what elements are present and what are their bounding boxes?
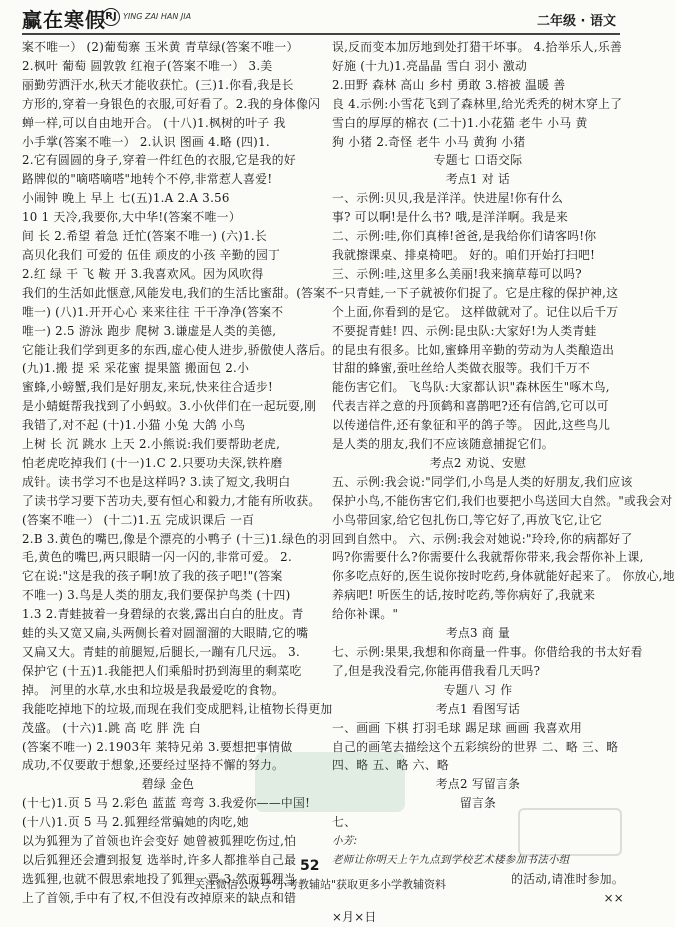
left-answer-line: 选狐狸,也就不假思索地投了狐狸一票 3.然而狐狸当 [22, 871, 296, 886]
left-answer-line: 是小蜻蜓帮我找到了小蚂蚁。3.小伙伴们在一起玩耍,刚 [22, 399, 317, 414]
right-answer-line: 小芳: [332, 835, 358, 848]
right-answer-line: 狗 小猪 2.奇怪 老牛 小马 黄狗 小猪 [332, 134, 526, 149]
left-answer-line: 2.枫叶 葡萄 圆敦敦 红袍子(答案不唯一） 3.美 [22, 58, 273, 73]
watermark-logo [518, 808, 622, 856]
left-answer-line: 蜜蜂,小螃蟹,我们是好朋友,来玩,快来往合适步! [22, 380, 274, 395]
left-answer-line: 小闹钟 晚上 早上 七(五)1.A 2.A 3.56 [22, 191, 230, 206]
right-answer-line: ×月×日 [332, 909, 377, 924]
right-answer-line: 一、画画 下棋 打羽毛球 踢足球 画画 我喜欢用 [332, 720, 583, 735]
right-answer-line: 了,但是我没看完,你能再借我看几天吗? [332, 663, 541, 678]
right-answer-line: 回到自然中。 六、示例:我会对她说:"玲玲,你的病都好了 [332, 531, 633, 546]
left-answer-line: 间 长 2.希望 着急 迁忙(答案不唯一) (六)1.长 [22, 229, 268, 244]
left-answer-line: 案不唯一） (2)葡萄寨 玉米黄 青草绿(答案不唯一） [22, 40, 299, 54]
right-answer-line: 七、 [332, 815, 357, 830]
left-answer-line: 又扁又大。青蛙的前腿短,后腿长,一蹦有几尺远。 3. [22, 645, 301, 659]
left-answer-line: 蝉一样,可以自由地开合。 (十八)1.枫树的叶子 我 [22, 115, 286, 130]
left-answer-line: 路牌似的"嘀嗒嘀嗒"地转个不停,非常惹人喜爱! [22, 172, 273, 187]
left-answer-line: 以为狐狸为了首领也许会变好 她曾被狐狸吃伤过,怕 [22, 834, 297, 849]
right-answer-line: 小鸟带回家,给它包扎伤口,等它好了,再放飞它,让它 [332, 512, 603, 527]
right-answer-line: 二、示例:哇,你们真棒!爸爸,是我给你们请客吗!你 [332, 229, 597, 244]
right-answer-line: 代表吉祥之意的丹顶鹤和喜鹊吧?还有信鸽,它可以可 [332, 399, 609, 414]
left-answer-line: 保护它 (十五)1.我能把人们乘船时扔到海里的剩菜吃 [22, 663, 302, 678]
left-answer-line: 它在说:"这是我的孩子啊!放了我的孩子吧!"(答案 [22, 569, 283, 584]
right-answer-line: 是人类的朋友,我们不应该随意捕捉它们。 [332, 437, 554, 452]
right-answer-line: 四、略 五、略 六、略 [332, 758, 449, 773]
right-answer-line: 老师让你明天上午九点到学校艺术楼参加书法小组 [332, 853, 570, 866]
right-answer-line: 事? 可以啊!是什么书? 哦,是洋洋啊。我是来 [332, 210, 569, 225]
left-answer-line: (答案不唯一) 2.1903年 莱特兄弟 3.要想把事情做 [22, 739, 293, 754]
header-rule [22, 33, 620, 35]
right-answer-line: 甘甜的蜂蜜,蚕吐丝给人类做衣服等。我们千万不 [332, 361, 591, 376]
left-answer-line: (答案不唯一） (十二)1.五 完成识课后 一百 [22, 512, 255, 527]
right-answer-line: 雪白的厚厚的棉衣 (二十)1.小花猫 老牛 小马 黄 [332, 115, 588, 130]
right-answer-line: 我就擦课桌、排桌椅吧。 好的。咱们开始打扫吧! [332, 247, 596, 262]
left-answer-line: 唯一) 2.5 游泳 跑步 爬树 3.谦虚是人类的美德, [22, 323, 277, 338]
left-answer-line: 高贝化我们 可爱的 伍佳 顽皮的小孩 辛勤的园丁 [22, 247, 281, 262]
right-answer-line: 五、示例:我会说:"同学们,小鸟是人类的好朋友,我们应该 [332, 474, 633, 489]
left-answer-line: 方形的,穿着一身银色的衣服,可好看了。2.我的身体像闪 [22, 96, 321, 111]
left-answer-line: 了读书学习要下苦功夫,要有恒心和毅力,才能有所收获。 [22, 493, 321, 508]
right-answer-line: 2.田野 森林 高山 乡村 勇敢 3.榕被 温暖 善 [332, 77, 566, 92]
right-answer-line: 你多吃点好的,医生说你按时吃药,身体就能好起来了。 你放心,地 [332, 569, 675, 584]
right-answer-line: 养病吧! 听医生的话,按时吃药,等你病好了,我就来 [332, 588, 596, 603]
right-answer-line: 考点2 劝说、安慰 [429, 455, 527, 470]
right-answer-line: 专题八 习 作 [443, 682, 513, 697]
left-answer-line: 我们的生活如此惬意,风能发电,我们的生活比蜜甜。(答案不 [22, 285, 338, 300]
left-answer-line: 成针。读书学习不也是这样吗? 3.读了短文,我明白 [22, 474, 291, 489]
page-header [0, 0, 640, 36]
page-number: 52 [300, 858, 320, 874]
left-answer-line: (十八)1.页 5 马 2.狐狸经常骗她的肉吃,她 [22, 815, 249, 830]
right-answer-line: 考点3 商 量 [445, 626, 511, 641]
book-title: 赢在寒假 [22, 8, 106, 32]
left-answer-line: 怕老虎吃掉我们 (十一)1.C 2.只要功夫深,铁杵磨 [22, 455, 283, 470]
right-answer-line: 的昆虫有很多。比如,蜜蜂用辛勤的劳动为人类酿造出 [332, 342, 615, 357]
right-answer-line: 一只青蛙,一下子就被你们捉了。它是庄稼的保护神,这 [332, 285, 619, 300]
right-answer-line: 个上面,你看到的是它。 这样做就对了。记住以后千万 [332, 304, 619, 319]
left-answer-line: 不唯一) 3.鸟是人类的朋友,我们要保护鸟类 (十四) [22, 588, 291, 603]
left-answer-line: 成功,不仅要敢于想象,还要经过坚持不懈的努力。 [22, 758, 285, 773]
left-answer-line: 小手掌(答案不唯一） 2.认识 图画 4.略 (四)1. [22, 134, 270, 149]
right-answer-line: 一、示例:贝贝,我是洋洋。快进屋!你有什么 [332, 191, 564, 206]
right-answer-line: 自己的画笔去描绘这个五彩缤纷的世界 二、略 三、略 [332, 739, 619, 754]
left-answer-line: 我错了,对不起 (十)1.小猫 小兔 大鸽 小鸟 [22, 418, 246, 433]
right-answer-line: 良 4.示例:小雪花飞到了森林里,给光秃秃的树木穿上了 [332, 96, 623, 111]
left-answer-line: 茂盛。 (十六)1.跳 高 吃 胖 洗 白 [22, 720, 202, 735]
right-answer-line: 保护小鸟,不能伤害它们,我们也要把小鸟送回大自然。"或我会对 [332, 493, 673, 508]
left-answer-line: 毛,黄色的嘴巴,两只眼睛一闪一闪的,非常可爱。 2. [22, 550, 292, 565]
right-answer-line: 考点1 看图写话 [435, 701, 521, 716]
left-answer-line: 上树 长 沉 跳水 上天 2.小熊说:我们要帮助老虎, [22, 437, 281, 452]
left-answer-line: 1.3 2.青蛙披着一身碧绿的衣裳,露出白白的肚皮。青 [22, 607, 304, 622]
left-answer-line: 10 1 天冷,我要你,大中华!(答案不唯一） [22, 210, 241, 225]
left-answer-line: (十七)1.页 5 马 2.彩色 蓝蓝 弯弯 3.我爱你——中国! [22, 796, 311, 811]
left-answer-line: 掉。 河里的水草,水虫和垃圾是我最爱吃的食物。 [22, 682, 285, 697]
right-answer-line: 好施 (十九)1.亮晶晶 雪白 羽小 激动 [332, 58, 528, 73]
left-answer-line: 上了首领,手中有了权,不但没有改掉原来的缺点和错 [22, 890, 297, 905]
footer-note: 关注微信公众号"小考教辅站"获取更多小学教辅资料 [193, 878, 447, 891]
edition-badge: RJ [102, 8, 120, 26]
right-answer-line: 三、示例:哇,这里多么美丽!我来摘草莓可以吗? [332, 266, 582, 281]
left-answer-line: 我能吃掉地下的垃圾,而现在我们变成肥料,让植物长得更加 [22, 701, 333, 716]
left-answer-line: (九)1.搬 提 采 采花蜜 提果篮 搬面包 2.小 [22, 361, 250, 376]
left-answer-line: 唯一) (八)1.开开心心 来来往往 干干净净(答案不 [22, 304, 284, 319]
right-answer-line: 留言条 [459, 796, 497, 811]
left-answer-line: 它能让我们学到更多的东西,虚心使人进步,骄傲使人落后。 [22, 342, 333, 357]
left-answer-line: 碧绿 金色 [141, 777, 195, 792]
right-answer-line: 考点1 对 话 [445, 172, 511, 187]
left-answer-line: 2.它有圆圆的身子,穿着一件红色的衣服,它是我的好 [22, 153, 296, 168]
right-answer-line: ×× [603, 890, 624, 905]
right-answer-line: 的活动,请准时参加。 [511, 871, 624, 886]
right-answer-line: 给你补课。" [332, 607, 399, 622]
left-answer-line: 2.B 3.黄色的嘴巴,像是个漂亮的小鸭子 (十三)1.绿色的羽 [22, 531, 331, 546]
left-answer-line: 丽勤劳洒汗水,秋天才能收获忙。(三)1.你看,我是长 [22, 77, 294, 92]
right-answer-line: 考点2 写留言条 [435, 777, 521, 792]
left-answer-line: 2.红 绿 干 飞 鞍 开 3.我喜欢风。因为风吹得 [22, 266, 264, 281]
right-answer-line: 误,反而变本加厉地到处打猎干坏事。 4.拾举乐人,乐善 [332, 40, 623, 54]
right-answer-line: 不要捉青蛙! 四、示例:昆虫队:大家好!为人类青蛙 [332, 323, 597, 338]
book-pinyin: YING ZAI HAN JIA [123, 12, 192, 21]
watermark-stamp [255, 752, 405, 812]
grade-subject: 二年级 · 语文 [537, 14, 616, 29]
right-answer-line: 以传递信件,还有象征和平的鸽子等。 因此,这些鸟儿 [332, 418, 611, 433]
right-answer-line: 能伤害它们。 飞鸟队:大家都认识"森林医生"啄木鸟, [332, 380, 610, 395]
right-answer-line: 吗?你需要什么?你需要什么我就帮你带来,我会帮你补上课, [332, 550, 644, 565]
right-answer-line: 专题七 口语交际 [433, 153, 523, 168]
left-answer-line: 蛙的头又宽又扁,头两侧长着对圆溜溜的大眼睛,它的嘴 [22, 626, 309, 641]
right-answer-line: 七、示例:果果,我想和你商量一件事。你借给我的书太好看 [332, 645, 643, 659]
left-answer-line: 以后狐狸还会遭到报复 选举时,许多人都推举自己最 [22, 852, 297, 867]
